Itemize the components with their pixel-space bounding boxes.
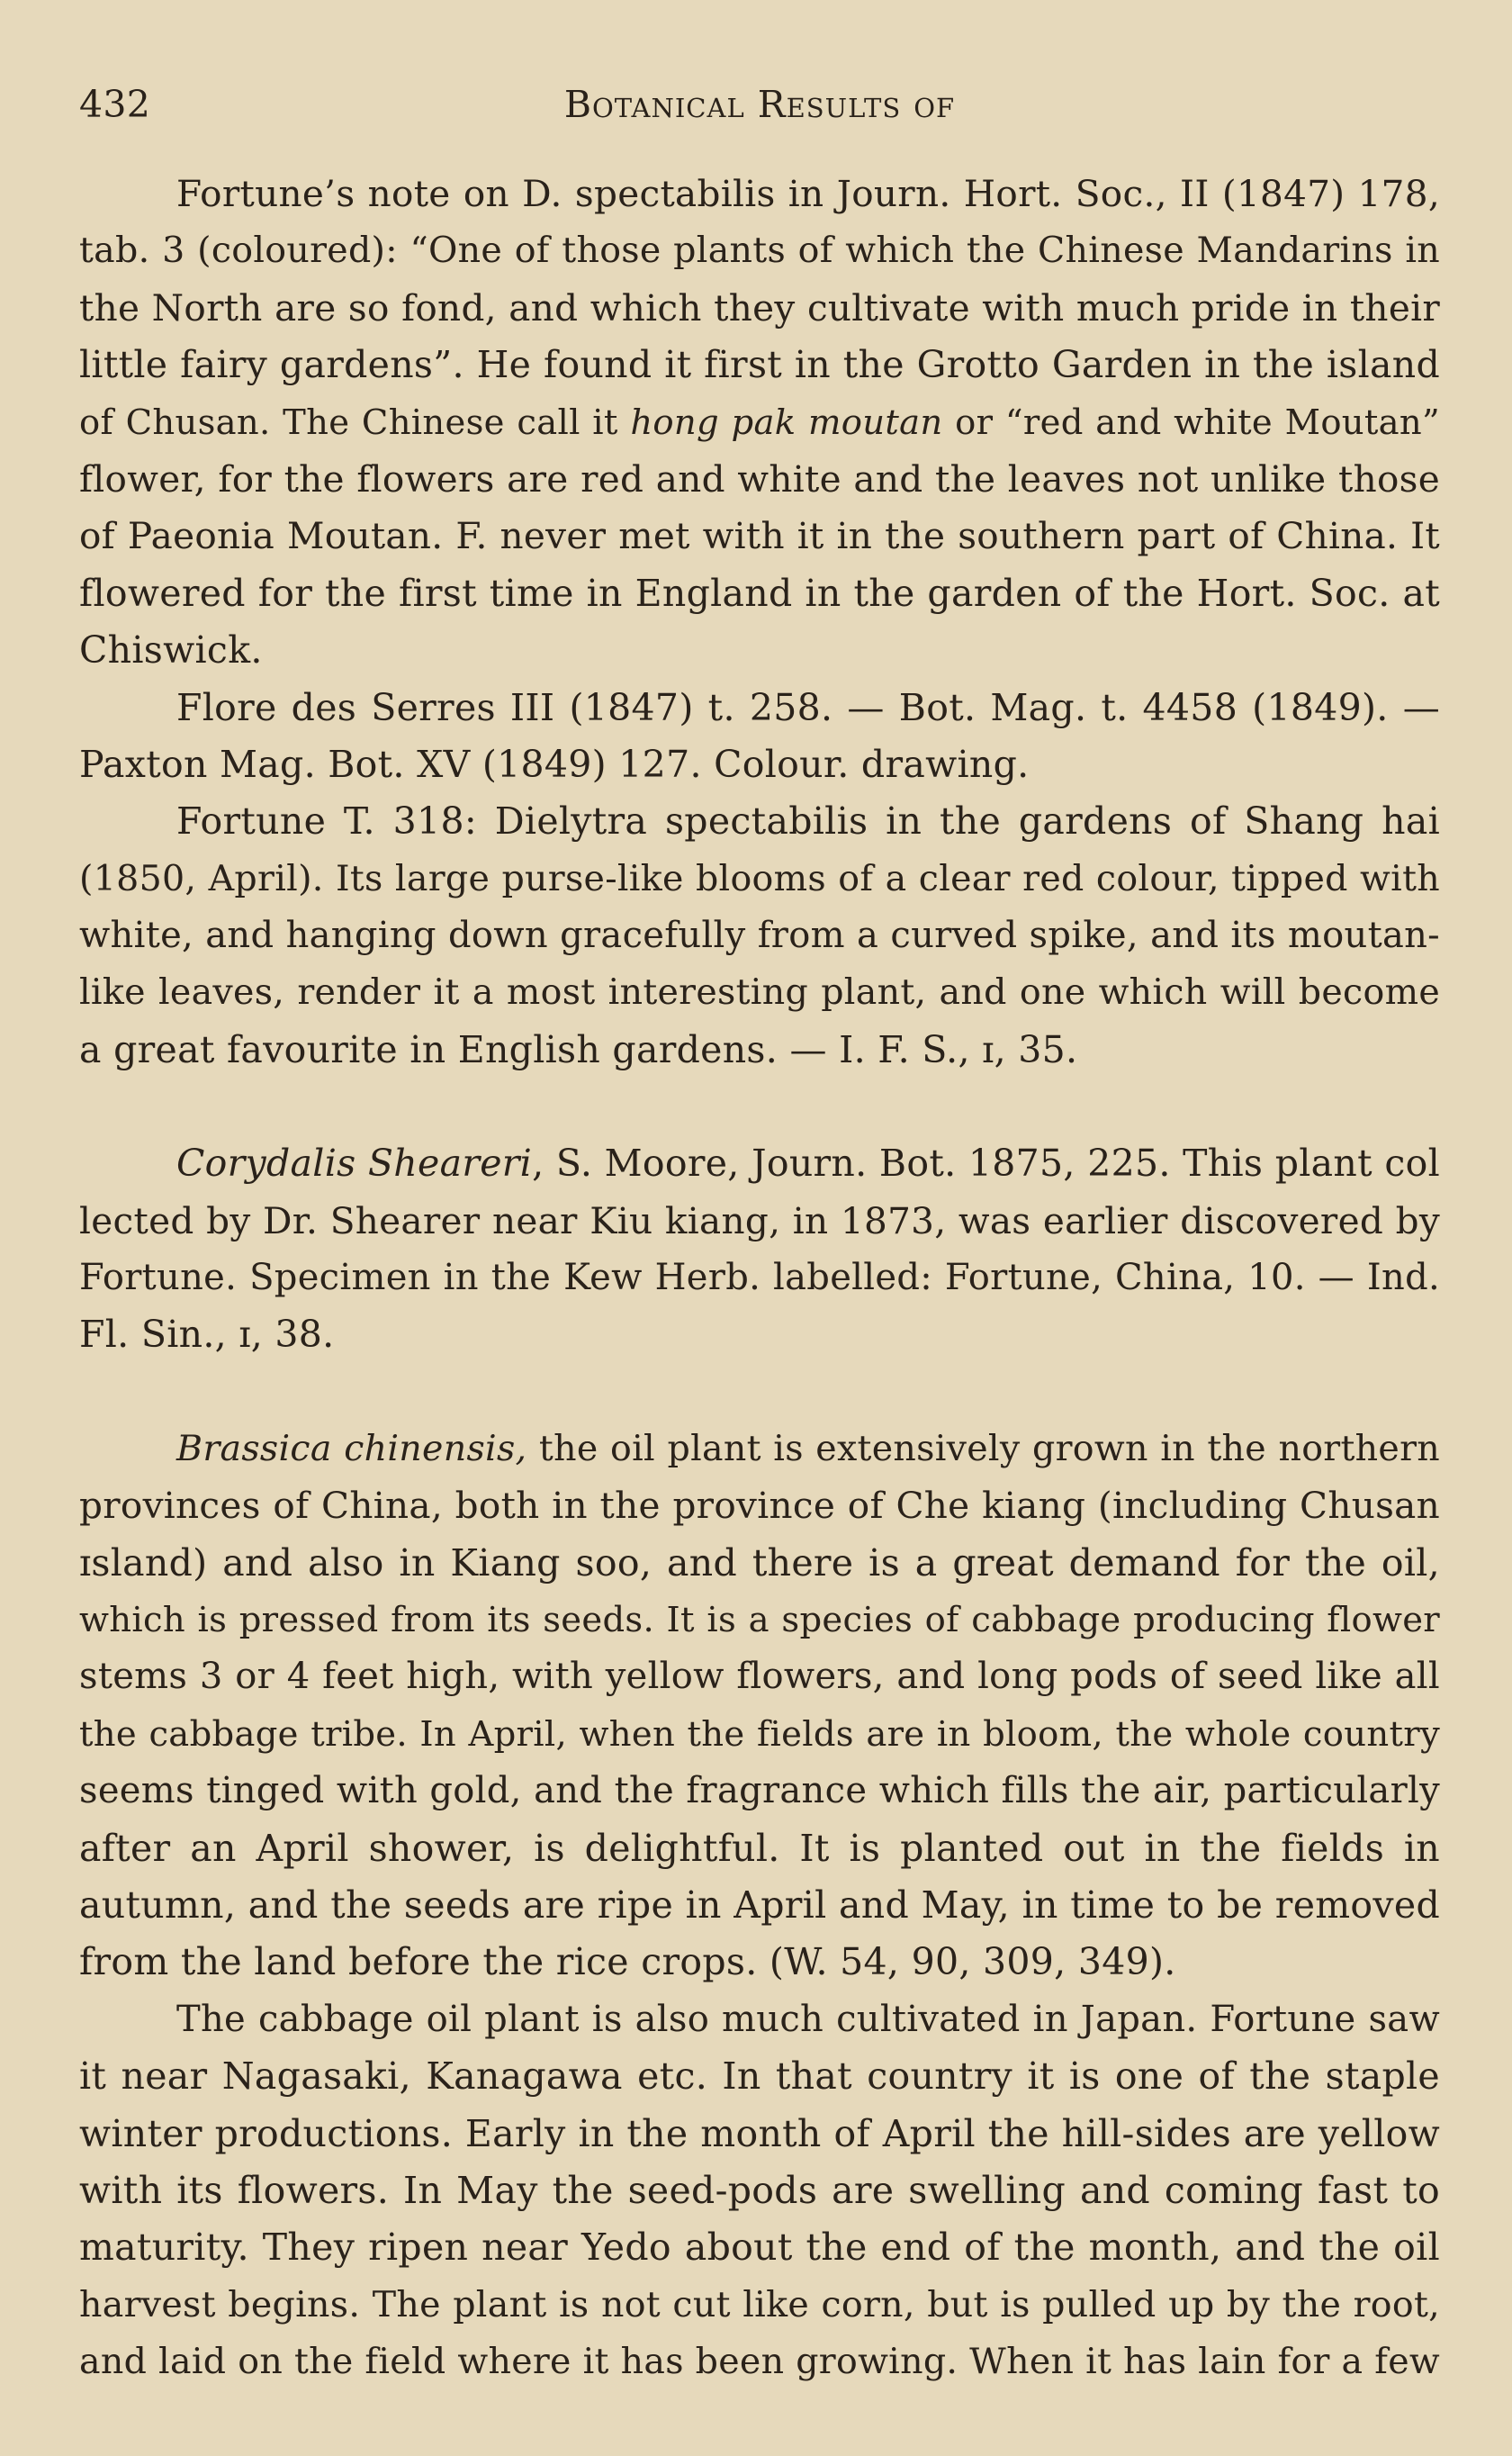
text-line: Flore des Serres III (1847) t. 258. — Bot. Mag. t. 4458 (1849). — <box>176 685 1440 729</box>
text-line: the cabbage tribe. In April, when the fields are in bloom, the whole country <box>79 1713 1440 1755</box>
text-line: of Paeonia Moutan. F. never met with it in the southern part of China. It <box>79 514 1440 558</box>
text-line: Paxton Mag. Bot. XV (1849) 127. Colour. drawing. <box>79 742 1030 786</box>
running-title: Botanical Results of <box>563 83 956 126</box>
page-header <box>79 83 1440 128</box>
text-line: white, and hanging down gracefully from a curved spike, and its moutan- <box>79 915 1440 957</box>
text-line: little fairy gardens”. He found it first in the Grotto Garden in the island <box>79 343 1440 387</box>
text-line: tab. 3 (coloured): “One of those plants of which the Chinese Mandarins in <box>79 230 1440 272</box>
text-line: like leaves, render it a most interesting plant, and one which will become <box>79 971 1440 1014</box>
text-line: Fortune. Specimen in the Kew Herb. labelled: Fortune, China, 10. — Ind. <box>79 1257 1440 1299</box>
text-line: from the land before the rice crops. (W. 54, 90, 309, 349). <box>79 1940 1176 1984</box>
text-segment: , S. Moore, Journ. Bot. 1875, 225. This plant col <box>532 1142 1440 1186</box>
text-line: harvest begins. The plant is not cut like corn, but is pulled up by the root, <box>79 2283 1440 2325</box>
section-gap <box>79 1364 1440 1421</box>
paragraph-corydalis <box>79 1135 1440 1364</box>
italic-term: hong pak moutan <box>630 402 943 443</box>
text-line: the North are so fond, and which they cultivate with much pride in their <box>79 285 1440 330</box>
text-segment: the oil plant is extensively grown in the northern <box>526 1427 1440 1469</box>
text-line: (1850, April). Its large purse-like blooms of a clear red colour, tipped with <box>79 857 1440 899</box>
text-line: Fortune T. 318: Dielytra spectabilis in the gardens of Shang hai <box>176 799 1440 844</box>
text-line: provinces of China, both in the province of Che kiang (including Chusan <box>79 1484 1440 1528</box>
text-line: flower, for the flowers are red and white and the leaves not unlike those <box>79 456 1440 501</box>
paragraph-dicentra-note <box>79 166 1440 680</box>
text-segment: of Chusan. The Chinese call it <box>79 402 631 443</box>
text-line: stems 3 or 4 feet high, with yellow flowers, and long pods of seed like all <box>79 1656 1440 1698</box>
text-line <box>79 1421 1440 1477</box>
body-text <box>79 166 1440 2390</box>
text-line: it near Nagasaki, Kanagawa etc. In that country it is one of the staple <box>79 2054 1440 2099</box>
text-line: lected by Dr. Shearer near Kiu kiang, in 1873, was earlier discovered by <box>79 1198 1440 1242</box>
text-line: Fl. Sin., ɪ, 38. <box>79 1313 335 1357</box>
text-line: Chiswick. <box>79 628 263 673</box>
text-line: and laid on the field where it has been growing. When it has lain for a few <box>79 2341 1440 2383</box>
text-line: which is pressed from its seeds. It is a species of cabbage producing flower <box>79 1599 1440 1640</box>
text-line: seems tinged with gold, and the fragrance which fills the air, particularly <box>79 1770 1440 1812</box>
text-line: Fortune’s note on D. spectabilis in Journ. Hort. Soc., II (1847) 178, <box>176 172 1440 215</box>
text-segment: or “red and white Moutan” <box>942 402 1440 443</box>
text-line: The cabbage oil plant is also much cultivated in Japan. Fortune saw <box>176 1998 1440 2040</box>
text-line <box>79 394 1440 451</box>
paragraph-brassica <box>79 1421 1440 1991</box>
italic-term: Corydalis Shearerі <box>176 1142 533 1186</box>
italic-term: Brassica chinensis, <box>176 1427 527 1469</box>
paragraph-fortune-t318 <box>79 793 1440 1079</box>
paragraph-references <box>79 680 1440 794</box>
text-line: flowered for the first time in England in the garden of the Hort. Soc. at <box>79 571 1440 615</box>
text-line: maturity. They ripen near Yedo about the end of the month, and the oil <box>79 2226 1440 2270</box>
page-number: 432 <box>79 83 151 126</box>
text-line: a great favourite in English gardens. — I. F. S., ɪ, 35. <box>79 1027 1078 1071</box>
paragraph-japan-oil-plant <box>79 1991 1440 2391</box>
text-line: after an April shower, is delightful. It is planted out in the fields in <box>79 1826 1440 1870</box>
text-line: autumn, and the seeds are ripe in April and May, in time to be removed <box>79 1883 1440 1927</box>
section-gap <box>79 1079 1440 1135</box>
text-line: winter productions. Early in the month of April the hill-sides are yellow <box>79 2111 1440 2155</box>
text-line: with its flowers. In May the seed-pods are swelling and coming fast to <box>79 2168 1440 2212</box>
text-line: ɪsland) and also in Kiang soo, and there is a great demand for the oil, <box>79 1540 1440 1585</box>
text-line <box>79 1135 1440 1192</box>
